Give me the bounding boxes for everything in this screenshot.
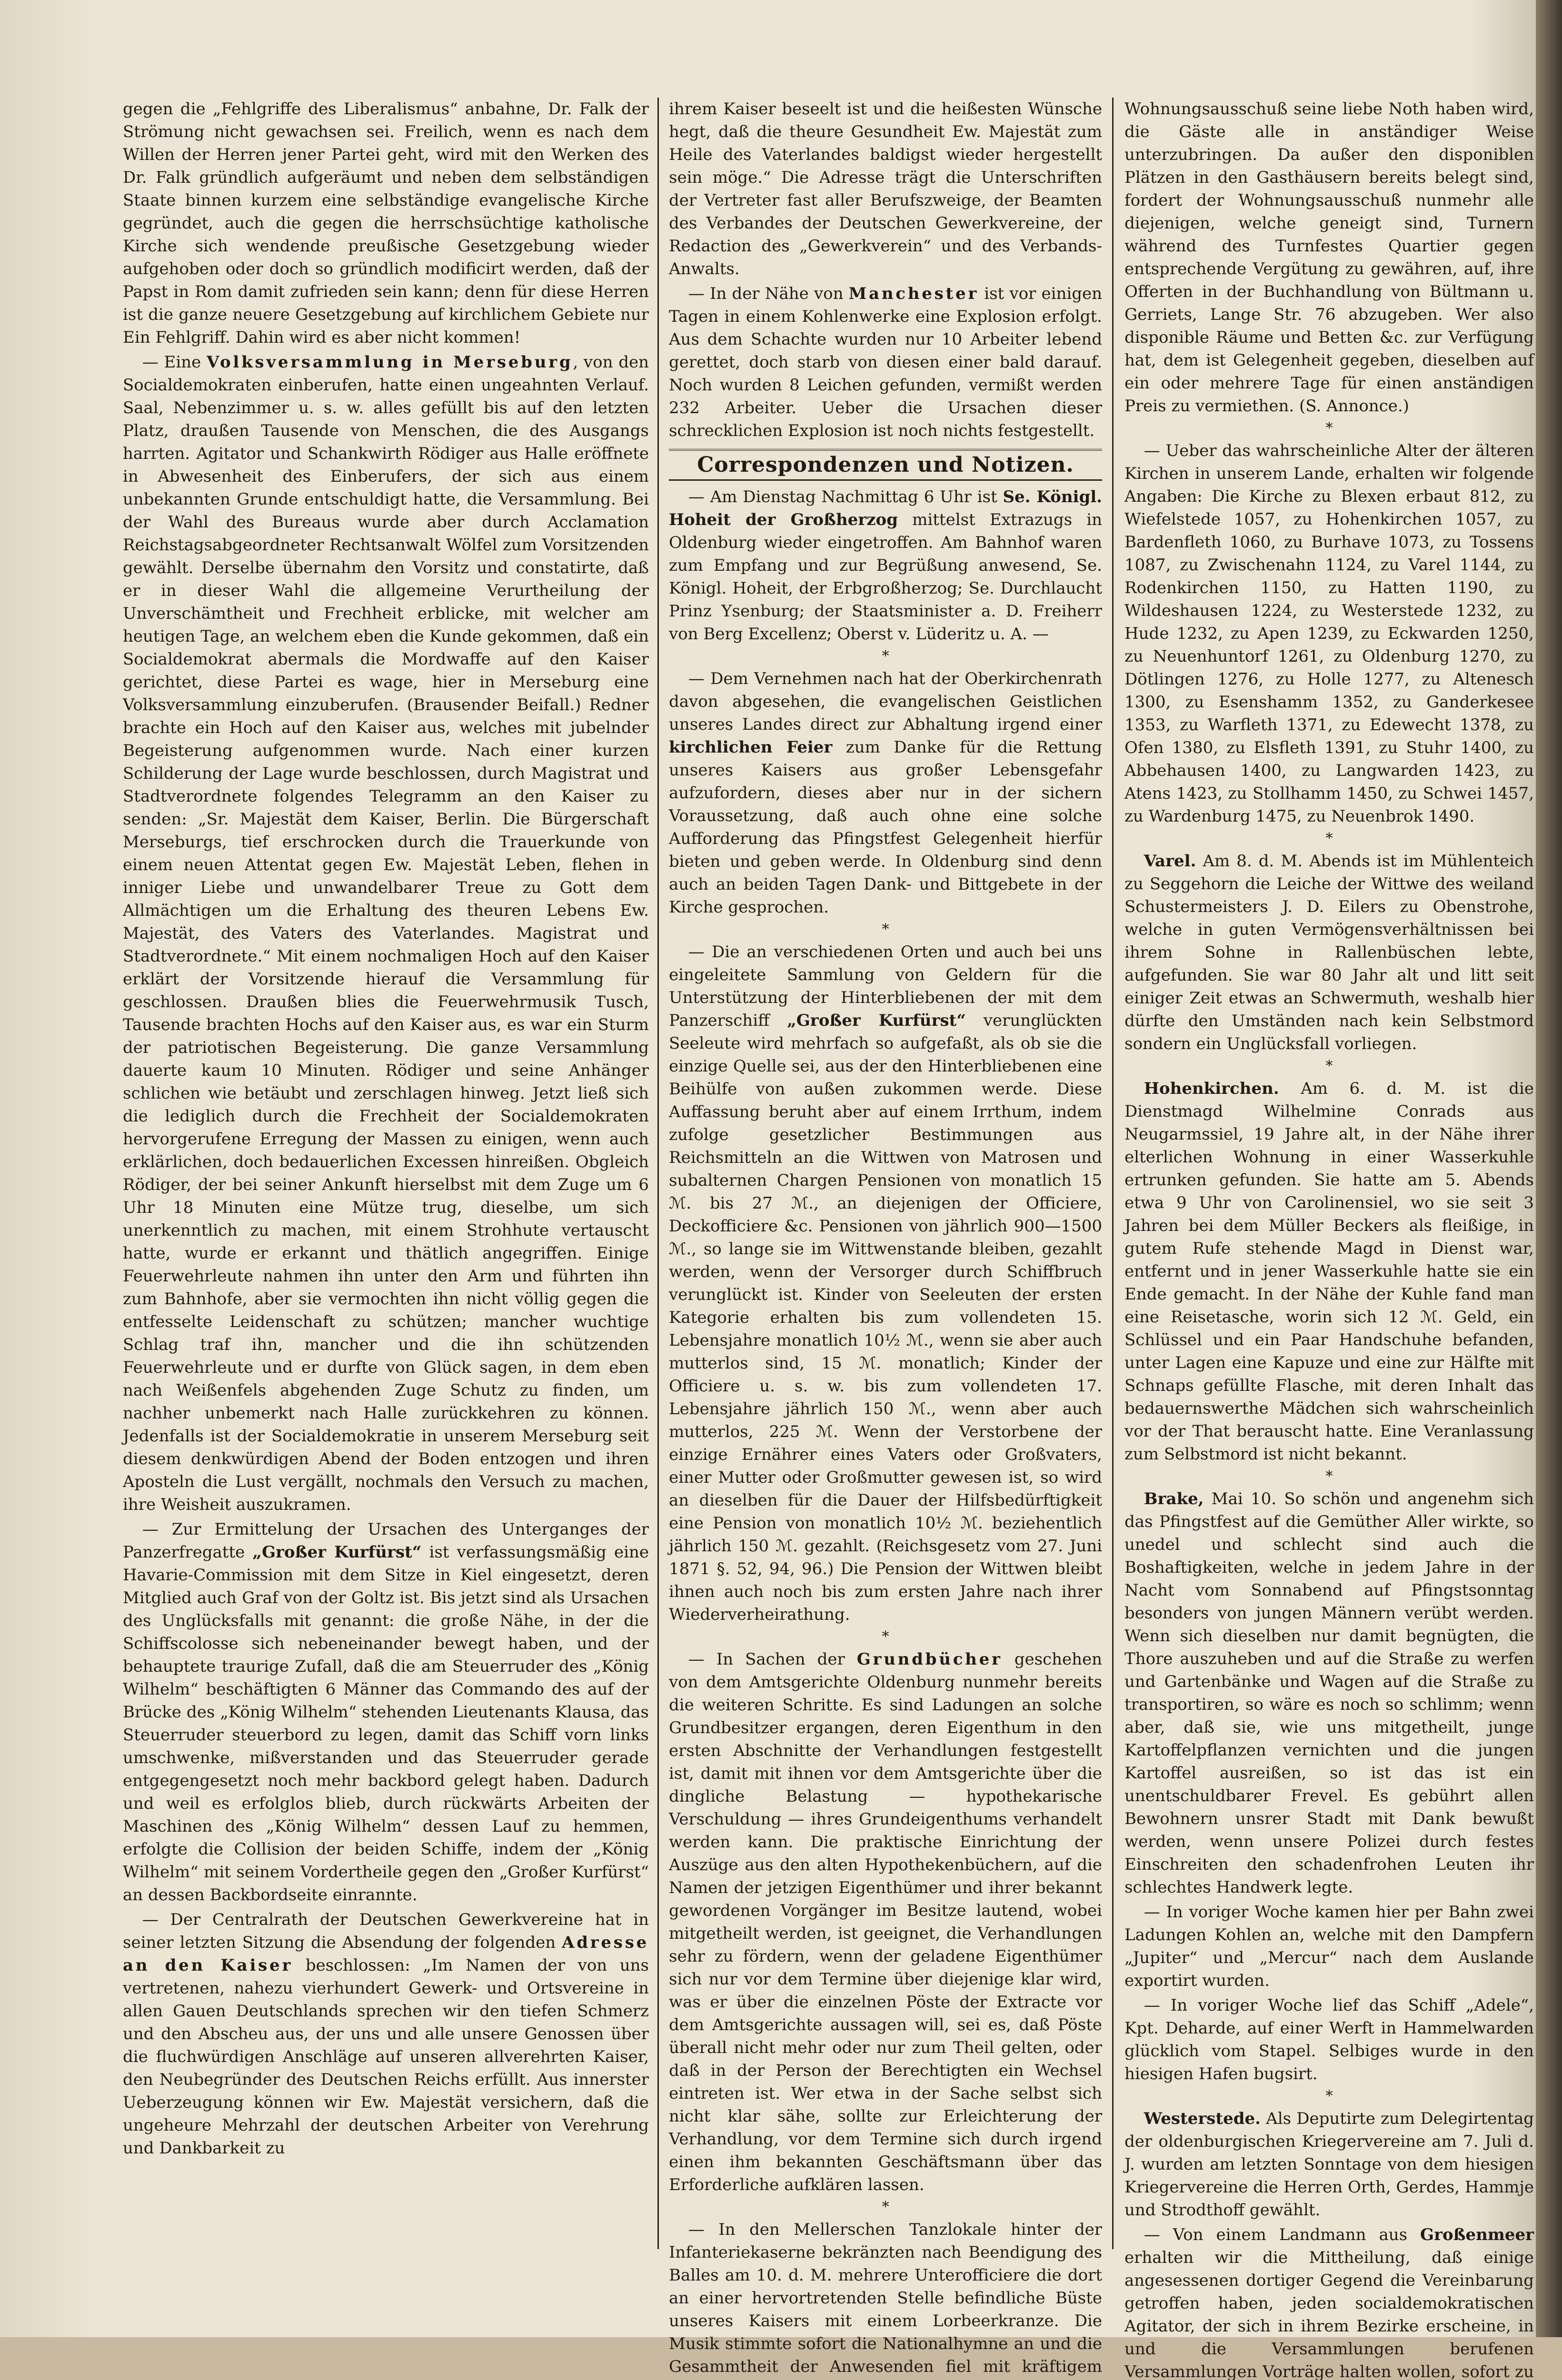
- paragraph: — Dem Vernehmen nach hat der Oberkirchenrath davon abgesehen, die evangelischen Geistlichen unseres Landes direct zur Abhaltung irgend einer kirchlichen Feier zum Danke für die Rettung unseres Kaisers aus großer Lebensgefahr aufzufordern, dieses aber nur in der sichern Voraussetzung, daß auch ohne eine solche Aufforderung das Pfingstfest Gelegenheit hierfür bieten und geben werde. In Oldenburg sind denn auch an beiden Tagen Dank- und Bittgebete in der Kirche gesprochen.: [669, 669, 1102, 917]
- separator-asterisk: *: [1325, 830, 1333, 847]
- paragraph: ihrem Kaiser beseelt ist und die heißesten Wünsche hegt, daß die theure Gesundheit Ew. Majestät zum Heile des Vaterlandes baldigst wieder hergestellt sein möge.“ Die Adresse trägt die Unterschriften der Vertreter fast aller Berufszweige, der Beamten des Verbandes der Deutschen Gewerkvereine, der Redaction des „Gewerkverein“ und des Verbands-Anwalts.: [669, 99, 1102, 278]
- paragraph: Brake, Mai 10. So schön und angenehm sich das Pfingstfest auf die Gemüther Aller wirkte, so unedel und schlecht sind auch die Boshaftigkeiten, welche in jedem Jahre in der Nacht vom Sonnabend auf Pfingstsonntag besonders von jungen Männern verübt werden. Wenn sich dieselben nur damit begnügten, die Thore auszuheben und auf die Straße zu werfen und Gartenbänke und Wagen auf die Straße zu transportiren, so wäre es noch so schlimm; wenn aber, daß sie, wie uns mitgetheilt, junge Kartoffelpflanzen vernichten und die jungen Kartoffel ausreißen, so ist das ist ein unentschuldbarer Frevel. Es gebührt allen Bewohnern unsrer Stadt mit Dank bewußt werden, wenn unsere Polizei durch festes Einschreiten den schadenfrohen Leuten ihr schlechtes Handwerk legte.: [1124, 1489, 1534, 1897]
- separator-asterisk: *: [882, 921, 889, 938]
- separator-asterisk: *: [882, 648, 889, 664]
- place-heading: Westerstede.: [1144, 2109, 1261, 2128]
- headline-inline: Großenmeer: [1420, 2225, 1534, 2244]
- paragraph: Hohenkirchen. Am 6. d. M. ist die Dienstmagd Wilhelmine Conrads aus Neugarmssiel, 19 Jahre alt, in der Nähe ihrer elterlichen Wohnung in einer Wasserkuhle ertrunken gefunden. Sie hatte am 5. Abends etwa 9 Uhr von Carolinensiel, wo sie seit 3 Jahren bei dem Müller Beckers als fleißige, in gutem Rufe stehende Magd in Dienst war, entfernt und in jener Wasserkuhle hatte sie ein Ende gemacht. In der Nähe der Kuhle fand man eine Reisetasche, worin sich 12 ℳ. Geld, ein Schlüssel und ein Paar Handschuhe befanden, unter Lagen eine Kapuze und eine zur Hälfte mit Schnaps gefüllte Flasche, mit deren Inhalt das bedauernswerthe Mädchen sich wahrscheinlich vor der That berauscht hatte. Eine Veranlassung zum Selbstmord ist nicht bekannt.: [1124, 1079, 1534, 1464]
- column-divider: [1112, 98, 1114, 2249]
- paragraph: — Der Centralrath der Deutschen Gewerkvereine hat in seiner letzten Sitzung die Absendung der folgenden Adresse an den Kaiser beschlossen: „Im Namen der von uns vertretenen, nahezu vierhundert Gewerk- und Ortsvereine in allen Gauen Deutschlands sprechen wir den tiefen Schmerz und den Abscheu aus, der uns und alle unsere Genossen über die fluchwürdigen Anschläge auf unseren allverehrten Kaiser, den Neubegründer des Deutschen Reichs erfüllt. Aus innerster Ueberzeugung können wir Ew. Majestät versichern, daß die ungeheure Mehrzahl der deutschen Arbeiter von Verehrung und Dankbarkeit zu: [123, 1910, 649, 2158]
- column-left: [123, 98, 649, 2301]
- paragraph: — Ueber das wahrscheinliche Alter der älteren Kirchen in unserem Lande, erhalten wir folgende Angaben: Die Kirche zu Blexen erbaut 812, zu Wiefelstede 1057, zu Hohenkirchen 1057, zu Bardenfleth 1060, zu Burhave 1073, zu Tossens 1087, zu Zwischenahn 1124, zu Varel 1144, zu Rodenkirchen 1150, zu Hatten 1190, zu Wildeshausen 1224, zu Westerstede 1232, zu Hude 1232, zu Apen 1239, zu Eckwarden 1250, zu Neuenhuntorf 1261, zu Oldenburg 1270, zu Dötlingen 1276, zu Holle 1277, zu Altenesch 1300, zu Esenshamm 1352, zu Ganderkesee 1353, zu Warfleth 1371, zu Edewecht 1378, zu Ofen 1380, zu Elsfleth 1391, zu Stuhr 1400, zu Abbehausen 1400, zu Langwarden 1423, zu Atens 1423, zu Stollhamm 1450, zu Schwei 1457, zu Wardenburg 1475, zu Neuenbrok 1490.: [1124, 441, 1534, 826]
- paragraph: — In der Nähe von Manchester ist vor einigen Tagen in einem Kohlenwerke eine Explosion erfolgt. Aus dem Schachte wurden nur 10 Arbeiter lebend gerettet, doch starb von diesen einer bald darauf. Noch wurden 8 Leichen gefunden, vermißt werden 232 Arbeiter. Ueber die Ursachen dieser schrecklichen Explosion ist noch nichts festgestellt.: [669, 284, 1102, 440]
- section-title: Correspondenzen und Notizen.: [669, 449, 1102, 481]
- page-edge-shadow: [1536, 0, 1562, 2337]
- paragraph: — Eine Volksversammlung in Merseburg, von den Socialdemokraten einberufen, hatte einen ungeahnten Verlauf. Saal, Nebenzimmer u. s. w. alles gefüllt bis auf den letzten Platz, draußen Tausende von Menschen, die des Ausgangs harrten. Agitator und Schankwirth Rödiger aus Halle eröffnete in Abwesenheit des Einberufers, der sich aus einem unbekannten Grunde entschuldigt hatte, die Versammlung. Bei der Wahl des Bureaus wurde aber durch Acclamation Reichstagsabgeordneter Rechtsanwalt Wölfel zum Vorsitzenden gewählt. Derselbe übernahm den Vorsitz und constatirte, daß er in dieser Wahl die allgemeine Verurtheilung der Unverschämtheit und Frechheit erblicke, mit welcher am heutigen Tage, an welchem eben die Kunde gekommen, daß ein Socialdemokrat abermals die Mordwaffe auf den Kaiser gerichtet, diese Partei es wage, hier in Merseburg eine Volksversammlung einzuberufen. (Brausender Beifall.) Redner brachte ein Hoch auf den Kaiser aus, welches mit jubelnder Begeisterung aufgenommen wurde. Nach einer kurzen Schilderung der Lage wurde beschlossen, durch Magistrat und Stadtverordnete folgendes Telegramm an den Kaiser zu senden: „Sr. Majestät dem Kaiser, Berlin. Die Bürgerschaft Merseburgs, tief erschrocken durch die Trauerkunde von einem neuen Attentat gegen Ew. Majestät Leben, flehen in inniger Liebe und unwandelbarer Treue zu Gott dem Allmächtigen um die Erhaltung des theuren Lebens Ew. Majestät, des Vaters des Vaterlandes. Magistrat und Stadtverordnete.“ Mit einem nochmaligen Hoch auf den Kaiser erklärt der Vorsitzende hierauf die Versammlung für geschlossen. Draußen blies die Feuerwehrmusik Tusch, Tausende brachten Hochs auf den Kaiser aus, es war ein Sturm der patriotischen Begeisterung. Die ganze Versammlung dauerte kaum 10 Minuten. Rödiger und seine Anhänger schlichen wie betäubt und zerschlagen hinweg. Jetzt ließ sich die lediglich durch die Frechheit der Socialdemokraten hervorgerufene Erregung der Massen zu einigen, wenn auch erklärlichen, doch bedauerlichen Excessen hinreißen. Obgleich Rödiger, der bei seiner Ankunft hierselbst mit dem Zuge um 6 Uhr 18 Minuten eine Mütze trug, dieselbe, um sich unerkenntlich zu machen, mit einem Strohhute vertauscht hatte, wurde er erkannt und thätlich angegriffen. Einige Feuerwehrleute nahmen ihn unter den Arm und führten ihn zum Bahnhofe, aber sie vermochten ihn nicht völlig gegen die entfesselte Leidenschaft zu schützen; mancher wuchtige Schlag traf ihn, mancher und die ihn schützenden Feuerwehrleute und er durfte von Glück sagen, in dem eben nach Weißenfels abgehenden Zuge Schutz zu finden, um nachher unbemerkt nach Halle zurückkehren zu können. Jedenfalls ist der Socialdemokratie in unserem Merseburg seit diesem denkwürdigen Abend der Boden entzogen und ihren Aposteln die Lust vergällt, nochmals den Versuch zu machen, ihre Weisheit auszukramen.: [123, 353, 649, 1514]
- headline-inline: Se. Königl. Hoheit der Großherzog: [669, 487, 1102, 529]
- paragraph: — In Sachen der Grundbücher geschehen von dem Amtsgerichte Oldenburg nunmehr bereits die weiteren Schritte. Es sind Ladungen an solche Grundbesitzer ergangen, deren Eigenthum in den ersten Abschnitte der Verhandlungen festgestellt ist, damit mit ihnen vor dem Amtsgerichte über die dingliche Belastung — hypothekarische Verschuldung — ihres Grundeigenthums verhandelt werden kann. Die praktische Einrichtung der Auszüge aus den alten Hypothekenbüchern, auf die Namen der jetzigen Eigenthümer und ihrer bekannt gewordenen Vorgänger im Besitze lautend, wobei mitgetheilt werden, ist geeignet, die Verhandlungen sehr zu fördern, wenn der geladene Eigenthümer sich nur vor dem Termine über diejenige klar wird, was er über die einzelnen Pöste der Extracte vor dem Amtsgerichte aussagen will, sei es, daß Pöste überall nicht mehr oder nur zum Theil gelten, oder daß in der Person der Berechtigten ein Wechsel eintreten ist. Wer etwa in der Sache selbst sich nicht klar sähe, sollte zur Erleichterung der Verhandlung, vor dem Termine sich durch irgend einen ihm bekannten Geschäftsmann über das Erforderliche aufklären lassen.: [669, 1650, 1102, 2194]
- separator-asterisk: *: [1325, 1468, 1333, 1485]
- paragraph: Westerstede. Als Deputirte zum Delegirtentag der oldenburgischen Kriegervereine am 7. Juli d. J. wurden am letzten Sonntage von dem hiesigen Kriegervereine die Herren Orth, Gerdes, Hammje und Strodthoff gewählt.: [1124, 2109, 1534, 2220]
- headline-inline: „Großer Kurfürst“: [787, 1011, 966, 1030]
- separator-asterisk: *: [1325, 420, 1333, 436]
- separator-asterisk: *: [882, 1628, 889, 1645]
- column-right: [1124, 98, 1534, 2380]
- headline-inline: Grundbücher: [856, 1650, 1003, 1669]
- separator-asterisk: *: [882, 2199, 889, 2215]
- paragraph: — In voriger Woche kamen hier per Bahn zwei Ladungen Kohlen an, welche mit den Dampfern „Jupiter“ und „Mercur“ nach dem Auslande exportirt wurden.: [1124, 1903, 1534, 1990]
- headline-inline: kirchlichen Feier: [669, 738, 833, 757]
- place-heading: Brake,: [1144, 1489, 1204, 1508]
- headline-inline: Volksversammlung in Merseburg: [206, 353, 573, 372]
- column-middle: [669, 98, 1103, 2376]
- paragraph: gegen die „Fehlgriffe des Liberalismus“ anbahne, Dr. Falk der Strömung nicht gewachsen sei. Freilich, wenn es nach dem Willen der Herren jener Partei geht, wird mit den Werken des Dr. Falk gründlich aufgeräumt und neben dem selbständigen Staate binnen kurzem eine selbständige evangelische Kirche gegründet, auch die gegen die herrschsüchtige katholische Kirche sich wendende preußische Gesetzgebung wieder aufgehoben oder doch so gründlich modificirt werden, daß der Papst in Rom damit zufrieden sein kann; denn für diese Herren ist die ganze neuere Gesetzgebung auf kirchlichem Gebiete nur Ein Fehlgriff. Dahin wird es aber nicht kommen!: [123, 99, 649, 347]
- place-heading: Hohenkirchen.: [1144, 1079, 1279, 1098]
- paragraph: Wohnungsausschuß seine liebe Noth haben wird, die Gäste alle in anständiger Weise unterzubringen. Da außer den disponiblen Plätzen in den Gasthäusern bereits belegt sind, fordert der Wohnungsausschuß nunmehr alle diejenigen, welche geneigt sind, Turnern während des Turnfestes Quartier gegen entsprechende Vergütung zu gewähren, auf, ihre Offerten in der Buchhandlung von Bültmann u. Gerriets, Lange Str. 76 abzugeben. Wer also disponible Räume und Betten &c. zur Verfügung hat, dem ist Gelegenheit gegeben, dieselben auf ein oder mehrere Tage für einen anständigen Preis zu vermiethen. (S. Annonce.): [1124, 99, 1534, 416]
- paragraph: — In voriger Woche lief das Schiff „Adele“, Kpt. Deharde, auf einer Werft in Hammelwarden glücklich vom Stapel. Selbiges wurde in den hiesigen Hafen bugsirt.: [1124, 1996, 1534, 2083]
- separator-asterisk: *: [1325, 2088, 1333, 2104]
- paragraph: — Von einem Landmann aus Großenmeer erhalten wir die Mittheilung, daß einige angesessenen dortiger Gegend die Vereinbarung getroffen haben, jeden socialdemokratischen Agitator, der sich in ihrem Bezirke erscheine, in und die Versammlungen berufenen Versammlungen Vorträge halten wollen, sofort zu: [1124, 2225, 1534, 2380]
- paragraph: — Zur Ermittelung der Ursachen des Unterganges der Panzerfregatte „Großer Kurfürst“ ist verfassungsmäßig eine Havarie-Commission mit dem Sitze in Kiel eingesetzt, deren Mitglied auch Graf von der Goltz ist. Bis jetzt sind als Ursachen des Unglücksfalls mit genannt: die große Nähe, in der die Schiffscolosse sich nebeneinander bewegt haben, und der behauptete traurige Zufall, daß die am Steuerruder des „König Wilhelm“ beschäftigten 6 Männer das Commando des auf der Brücke des „König Wilhelm“ stehenden Lieutenants Klausa, das Steuerruder steuerbord zu legen, damit das Schiff vorn links umschwenke, mißverstanden und das Steuerruder gerade entgegengesetzt noch mehr backbord gelegt haben. Dadurch und weil es erfolglos blieb, durch rückwärts Arbeiten der Maschinen des „König Wilhelm“ dessen Lauf zu hemmen, erfolgte die Collision der beiden Schiffe, indem der „König Wilhelm“ mit seinem Vordertheile gegen den „Großer Kurfürst“ an dessen Backbordseite einrannte.: [123, 1520, 649, 1904]
- column-divider: [657, 98, 659, 2249]
- headline-inline: „Großer Kurfürst“: [252, 1543, 422, 1562]
- separator-asterisk: *: [1325, 1058, 1333, 1074]
- paragraph: — Am Dienstag Nachmittag 6 Uhr ist Se. Königl. Hoheit der Großherzog mittelst Extrazugs in Oldenburg wieder eingetroffen. Am Bahnhof waren zum Empfang und zur Begrüßung anwesend, Se. Königl. Hoheit, der Erbgroßherzog; Se. Durchlaucht Prinz Ysenburg; der Staatsminister a. D. Freiherr von Berg Excellenz; Oberst v. Lüderitz u. A. —: [669, 487, 1102, 644]
- place-heading: Varel.: [1144, 852, 1196, 871]
- headline-inline: Manchester: [848, 284, 979, 303]
- headline-inline: Adresse an den Kaiser: [123, 1933, 649, 1975]
- paragraph: — In den Mellerschen Tanzlokale hinter der Infanteriekaserne bekränzten nach Beendigung des Balles am 10. d. M. mehrere Unterofficiere die dort an einer hervortretenden Stelle befindliche Büste unseres Kaisers mit einem Lorbeerkranze. Die Musik stimmte sofort die Nationalhymne an und die Gesammtheit der Anwesenden fiel mit kräftigem: [669, 2220, 1102, 2376]
- paragraph: — Die an verschiedenen Orten und auch bei uns eingeleitete Sammlung von Geldern für die Unterstützung der Hinterbliebenen der mit dem Panzerschiff „Großer Kurfürst“ verunglückten Seeleute wird mehrfach so aufgefaßt, als ob sie die einzige Quelle sei, aus der den Hinterbliebenen eine Beihülfe von außen zukommen werde. Diese Auffassung beruht aber auf einem Irrthum, indem zufolge gesetzlicher Bestimmungen aus Reichsmitteln an die Wittwen von Matrosen und subalternen Chargen Pensionen von monatlich 15 ℳ. bis 27 ℳ., an diejenigen der Officiere, Deckofficiere &c. Pensionen von jährlich 900—1500 ℳ., so lange sie im Wittwenstande bleiben, gezahlt werden, wenn der Versorger durch Schiffbruch verunglückt ist. Kinder von Seeleuten der ersten Kategorie erhalten bis zum vollendeten 15. Lebensjahre monatlich 10½ ℳ., wenn sie aber auch mutterlos sind, 15 ℳ. monatlich; Kinder der Officiere u. s. w. bis zum vollendeten 17. Lebensjahre jährlich 150 ℳ., wenn aber auch mutterlos, 225 ℳ. Wenn der Verstorbene der einzige Ernährer eines Vaters oder Großvaters, einer Mutter oder Großmutter gewesen ist, so wird an dieselben für die Dauer der Hilfsbedürftigkeit eine Pension von monatlich 10½ ℳ. beziehentlich jährlich 150 ℳ. gezahlt. (Reichsgesetz vom 27. Juni 1871 §. 52, 94, 96.) Die Pension der Wittwen bleibt ihnen auch noch bis zum ersten Jahre nach ihrer Wiederverheirathung.: [669, 942, 1103, 1624]
- paragraph: Varel. Am 8. d. M. Abends ist im Mühlenteich zu Seggehorn die Leiche der Wittwe des weiland Schustermeisters J. D. Eilers zu Obenstrohe, welche in guten Vermögensverhältnissen bei ihrem Sohne in Rallenbüschen lebte, aufgefunden. Sie war 80 Jahr alt und litt seit einiger Zeit etwas an Schwermuth, weshalb hier dürfte den Umständen nach kein Selbstmord sondern ein Unglücksfall vorliegen.: [1124, 852, 1534, 1053]
